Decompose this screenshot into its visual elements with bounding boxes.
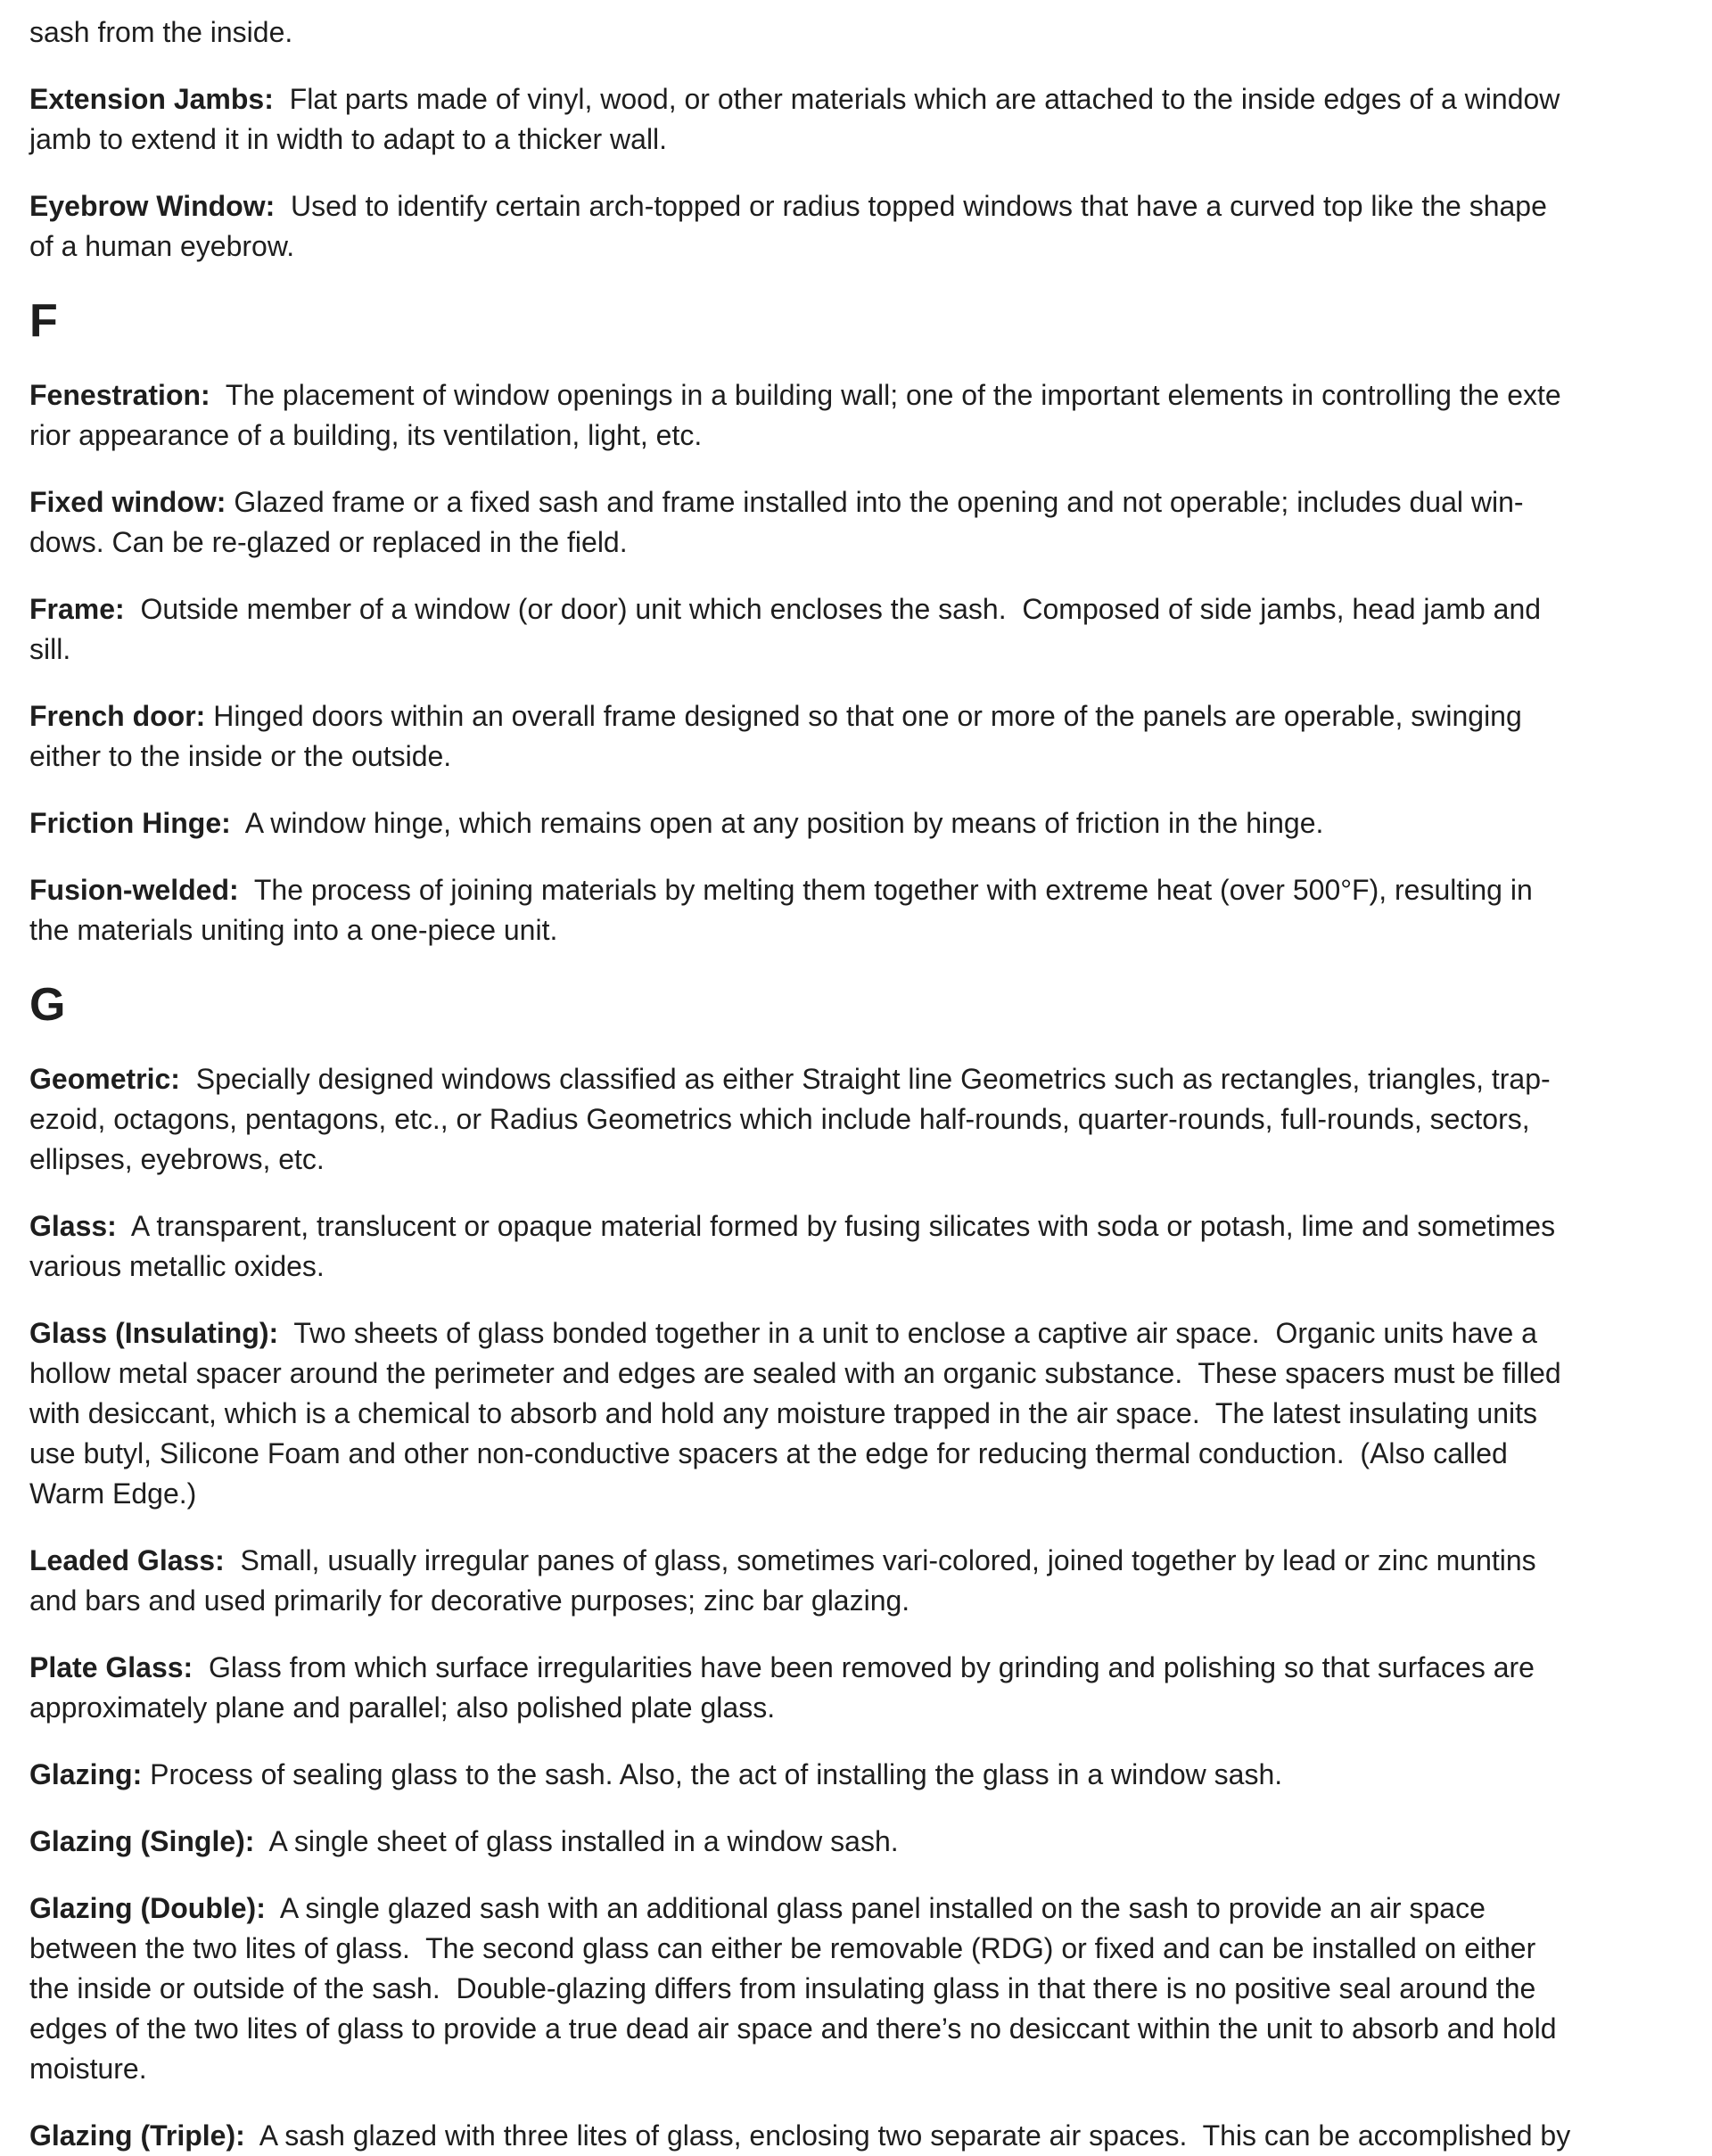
section-heading-g: G xyxy=(29,979,66,1031)
definition-text: Used to identify certain arch-topped or radius topped windows that have a curved top like the shape xyxy=(275,190,1547,222)
glossary-entry xyxy=(29,1755,1689,1795)
definition-line xyxy=(29,589,1689,630)
definition-text: ellipses, eyebrows, etc. xyxy=(29,1143,325,1175)
term-label: Fusion-welded: xyxy=(29,874,239,906)
definition-line xyxy=(29,2009,1689,2049)
definition-line xyxy=(29,1688,1689,1728)
glossary-entry xyxy=(29,12,1689,53)
term-label: Leaded Glass: xyxy=(29,1544,225,1576)
definition-line xyxy=(29,523,1689,563)
definition-line xyxy=(29,870,1689,910)
glossary-entry xyxy=(29,589,1689,670)
term-label: Glass (Insulating): xyxy=(29,1317,279,1349)
term-label: Eyebrow Window: xyxy=(29,190,276,222)
definition-line xyxy=(29,803,1689,843)
definition-line xyxy=(29,375,1689,416)
definition-text: and bars and used primarily for decorative purposes; zinc bar glazing. xyxy=(29,1584,910,1617)
glossary-entry xyxy=(29,79,1689,160)
definition-text: approximately plane and parallel; also polished plate glass. xyxy=(29,1691,776,1724)
definition-text: ezoid, octagons, pentagons, etc., or Radius Geometrics which include half-rounds, quarter-rounds, full-rounds, sectors, xyxy=(29,1103,1530,1135)
term-label: Glazing (Triple): xyxy=(29,2119,245,2152)
definition-text: various metallic oxides. xyxy=(29,1250,325,1282)
definition-line xyxy=(29,1969,1689,2009)
definition-text: hollow metal spacer around the perimeter and edges are sealed with an organic substance. These spacers must be filled xyxy=(29,1357,1561,1389)
definition-line xyxy=(29,2049,1689,2089)
definition-line xyxy=(29,1822,1689,1862)
definition-line xyxy=(29,1648,1689,1688)
definition-line xyxy=(29,1434,1689,1474)
definition-line xyxy=(29,1247,1689,1287)
glossary-entry xyxy=(29,1648,1689,1728)
definition-text: The placement of window openings in a building wall; one of the important elements in controlling the exte xyxy=(210,379,1561,411)
definition-line xyxy=(29,1354,1689,1394)
glossary-entry xyxy=(29,2116,1689,2156)
definition-line xyxy=(29,1140,1689,1180)
definition-line xyxy=(29,696,1689,736)
glossary-entry xyxy=(29,1059,1689,1180)
definition-text: Outside member of a window (or door) unit which encloses the sash. Composed of side jambs, head jamb and xyxy=(124,593,1542,625)
glossary-entry xyxy=(29,375,1689,456)
definition-line xyxy=(29,482,1689,523)
term-label: Plate Glass: xyxy=(29,1651,193,1683)
definition-line xyxy=(29,1206,1689,1247)
definition-text: A window hinge, which remains open at any position by means of friction in the hinge. xyxy=(230,807,1324,839)
definition-line xyxy=(29,79,1689,119)
definition-text: sash from the inside. xyxy=(29,16,293,48)
definition-line xyxy=(29,1755,1689,1795)
definition-line xyxy=(29,1929,1689,1969)
section-heading-f: F xyxy=(29,295,58,347)
definition-line xyxy=(29,2116,1689,2156)
glossary-entry xyxy=(29,803,1689,843)
glossary-entry xyxy=(29,1822,1689,1862)
definition-text: Glass from which surface irregularities have been removed by grinding and polishing so that surfaces are xyxy=(193,1651,1535,1683)
definition-text: with desiccant, which is a chemical to absorb and hold any moisture trapped in the air space. The latest insulating units xyxy=(29,1397,1537,1429)
definition-line xyxy=(29,1394,1689,1434)
term-label: Glazing (Single): xyxy=(29,1825,255,1857)
definition-line xyxy=(29,416,1689,456)
definition-line xyxy=(29,1313,1689,1354)
definition-text: Hinged doors within an overall frame designed so that one or more of the panels are operable, swinging xyxy=(205,700,1522,732)
definition-text: The process of joining materials by melting them together with extreme heat (over 500°F), resulting in xyxy=(238,874,1533,906)
definition-line xyxy=(29,1099,1689,1140)
glossary-entry xyxy=(29,1889,1689,2089)
definition-text: the inside or outside of the sash. Double-glazing differs from insulating glass in that there is no positive seal around the xyxy=(29,1972,1536,2004)
definition-text: edges of the two lites of glass to provide a true dead air space and there’s no desiccant within the unit to absorb and hold xyxy=(29,2012,1557,2045)
glossary-entry xyxy=(29,482,1689,563)
definition-line xyxy=(29,12,1689,53)
definition-line xyxy=(29,1474,1689,1514)
term-label: Glass: xyxy=(29,1210,117,1242)
term-label: Fixed window: xyxy=(29,486,226,518)
glossary-entry xyxy=(29,186,1689,267)
definition-text: Flat parts made of vinyl, wood, or other materials which are attached to the inside edges of a window xyxy=(273,83,1560,115)
definition-text: A transparent, translucent or opaque material formed by fusing silicates with soda or potash, lime and sometimes xyxy=(116,1210,1556,1242)
definition-text: sill. xyxy=(29,633,71,665)
term-label: Frame: xyxy=(29,593,125,625)
definition-text: jamb to extend it in width to adapt to a thicker wall. xyxy=(29,123,668,155)
term-label: Fenestration: xyxy=(29,379,210,411)
definition-text: either to the inside or the outside. xyxy=(29,740,452,772)
glossary-entry xyxy=(29,1206,1689,1287)
definition-text: Process of sealing glass to the sash. Also, the act of installing the glass in a window sash. xyxy=(142,1758,1283,1790)
definition-line xyxy=(29,1889,1689,1929)
definition-line xyxy=(29,1581,1689,1621)
glossary-entry xyxy=(29,1541,1689,1621)
glossary-entry xyxy=(29,696,1689,777)
definition-text: the materials uniting into a one-piece unit. xyxy=(29,914,558,946)
definition-text: dows. Can be re-glazed or replaced in the field. xyxy=(29,526,628,558)
definition-text: Warm Edge.) xyxy=(29,1477,197,1510)
term-label: Glazing: xyxy=(29,1758,143,1790)
glossary-entry xyxy=(29,870,1689,950)
term-label: French door: xyxy=(29,700,206,732)
definition-line xyxy=(29,1541,1689,1581)
definition-text: A single glazed sash with an additional glass panel installed on the sash to provide an air space xyxy=(265,1892,1486,1924)
definition-line xyxy=(29,119,1689,160)
definition-text: rior appearance of a building, its ventilation, light, etc. xyxy=(29,419,703,451)
term-label: Geometric: xyxy=(29,1063,180,1095)
definition-text: A sash glazed with three lites of glass, enclosing two separate air spaces. This can be accomplished by xyxy=(244,2119,1571,2152)
definition-text: A single sheet of glass installed in a window sash. xyxy=(254,1825,899,1857)
definition-line xyxy=(29,1059,1689,1099)
definition-line xyxy=(29,226,1689,267)
definition-text: between the two lites of glass. The second glass can either be removable (RDG) or fixed and can be installed on either xyxy=(29,1932,1536,1964)
definition-text: Specially designed windows classified as either Straight line Geometrics such as rectangles, triangles, trap- xyxy=(179,1063,1551,1095)
definition-text: moisture. xyxy=(29,2053,147,2085)
definition-text: Small, usually irregular panes of glass, sometimes vari-colored, joined together by lead or zinc muntins xyxy=(224,1544,1536,1576)
definition-text: of a human eyebrow. xyxy=(29,230,295,262)
definition-text: Glazed frame or a fixed sash and frame installed into the opening and not operable; includes dual win- xyxy=(226,486,1524,518)
definition-text: Two sheets of glass bonded together in a unit to enclose a captive air space. Organic units have a xyxy=(278,1317,1537,1349)
glossary-entry xyxy=(29,1313,1689,1514)
term-label: Extension Jambs: xyxy=(29,83,274,115)
term-label: Glazing (Double): xyxy=(29,1892,266,1924)
definition-text: use butyl, Silicone Foam and other non-conductive spacers at the edge for reducing thermal conduction. (Also called xyxy=(29,1437,1508,1469)
definition-line xyxy=(29,186,1689,226)
definition-line xyxy=(29,736,1689,777)
definition-line xyxy=(29,630,1689,670)
definition-line xyxy=(29,910,1689,950)
term-label: Friction Hinge: xyxy=(29,807,231,839)
